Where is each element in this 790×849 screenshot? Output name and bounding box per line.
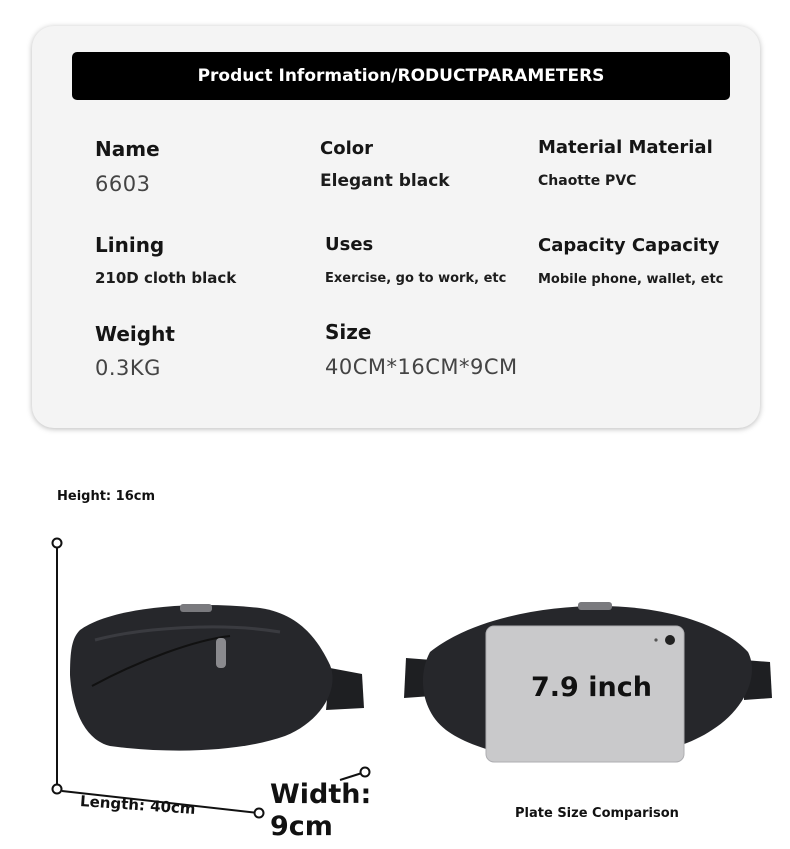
zipper-pull-icon	[216, 638, 226, 668]
dimension-illustration	[0, 440, 790, 849]
height-top-marker	[53, 539, 62, 548]
param-weight-value: 0.3KG	[95, 356, 161, 380]
banner-title: Product Information/RODUCTPARAMETERS	[197, 66, 605, 86]
param-color-value: Elegant black	[320, 171, 450, 191]
param-material-label: Material Material	[538, 137, 713, 158]
tablet-flash-icon	[654, 638, 657, 641]
product-info-card	[32, 26, 760, 428]
width-label-line1: Width:	[270, 779, 372, 810]
param-size-label: Size	[325, 320, 372, 344]
param-size-value: 40CM*16CM*9CM	[325, 355, 518, 379]
length-end-marker	[255, 809, 264, 818]
param-capacity-label: Capacity Capacity	[538, 235, 720, 256]
param-material-value: Chaotte PVC	[538, 173, 637, 189]
top-zipper-right-icon	[578, 602, 612, 610]
param-color-label: Color	[320, 138, 373, 159]
comparison-caption: Plate Size Comparison	[515, 806, 679, 821]
width-label-line2: 9cm	[270, 811, 333, 842]
height-label: Height: 16cm	[57, 489, 155, 504]
param-weight-label: Weight	[95, 322, 175, 346]
tablet-size-label: 7.9 inch	[531, 672, 652, 703]
length-label: Length: 40cm	[79, 791, 197, 819]
param-name-value: 6603	[95, 172, 151, 196]
width-label	[270, 779, 371, 843]
height-bottom-marker	[53, 785, 62, 794]
param-lining-label: Lining	[95, 233, 165, 257]
param-capacity-value: Mobile phone, wallet, etc	[538, 272, 724, 287]
bag-side-view	[70, 604, 364, 751]
param-lining-value: 210D cloth black	[95, 269, 237, 287]
param-name-label: Name	[95, 137, 160, 161]
param-uses-value: Exercise, go to work, etc	[325, 271, 507, 286]
width-end-marker	[361, 768, 370, 777]
param-uses-label: Uses	[325, 234, 374, 255]
section-banner	[72, 52, 730, 100]
tablet-camera-icon	[665, 635, 675, 645]
top-zipper-icon	[180, 604, 212, 612]
